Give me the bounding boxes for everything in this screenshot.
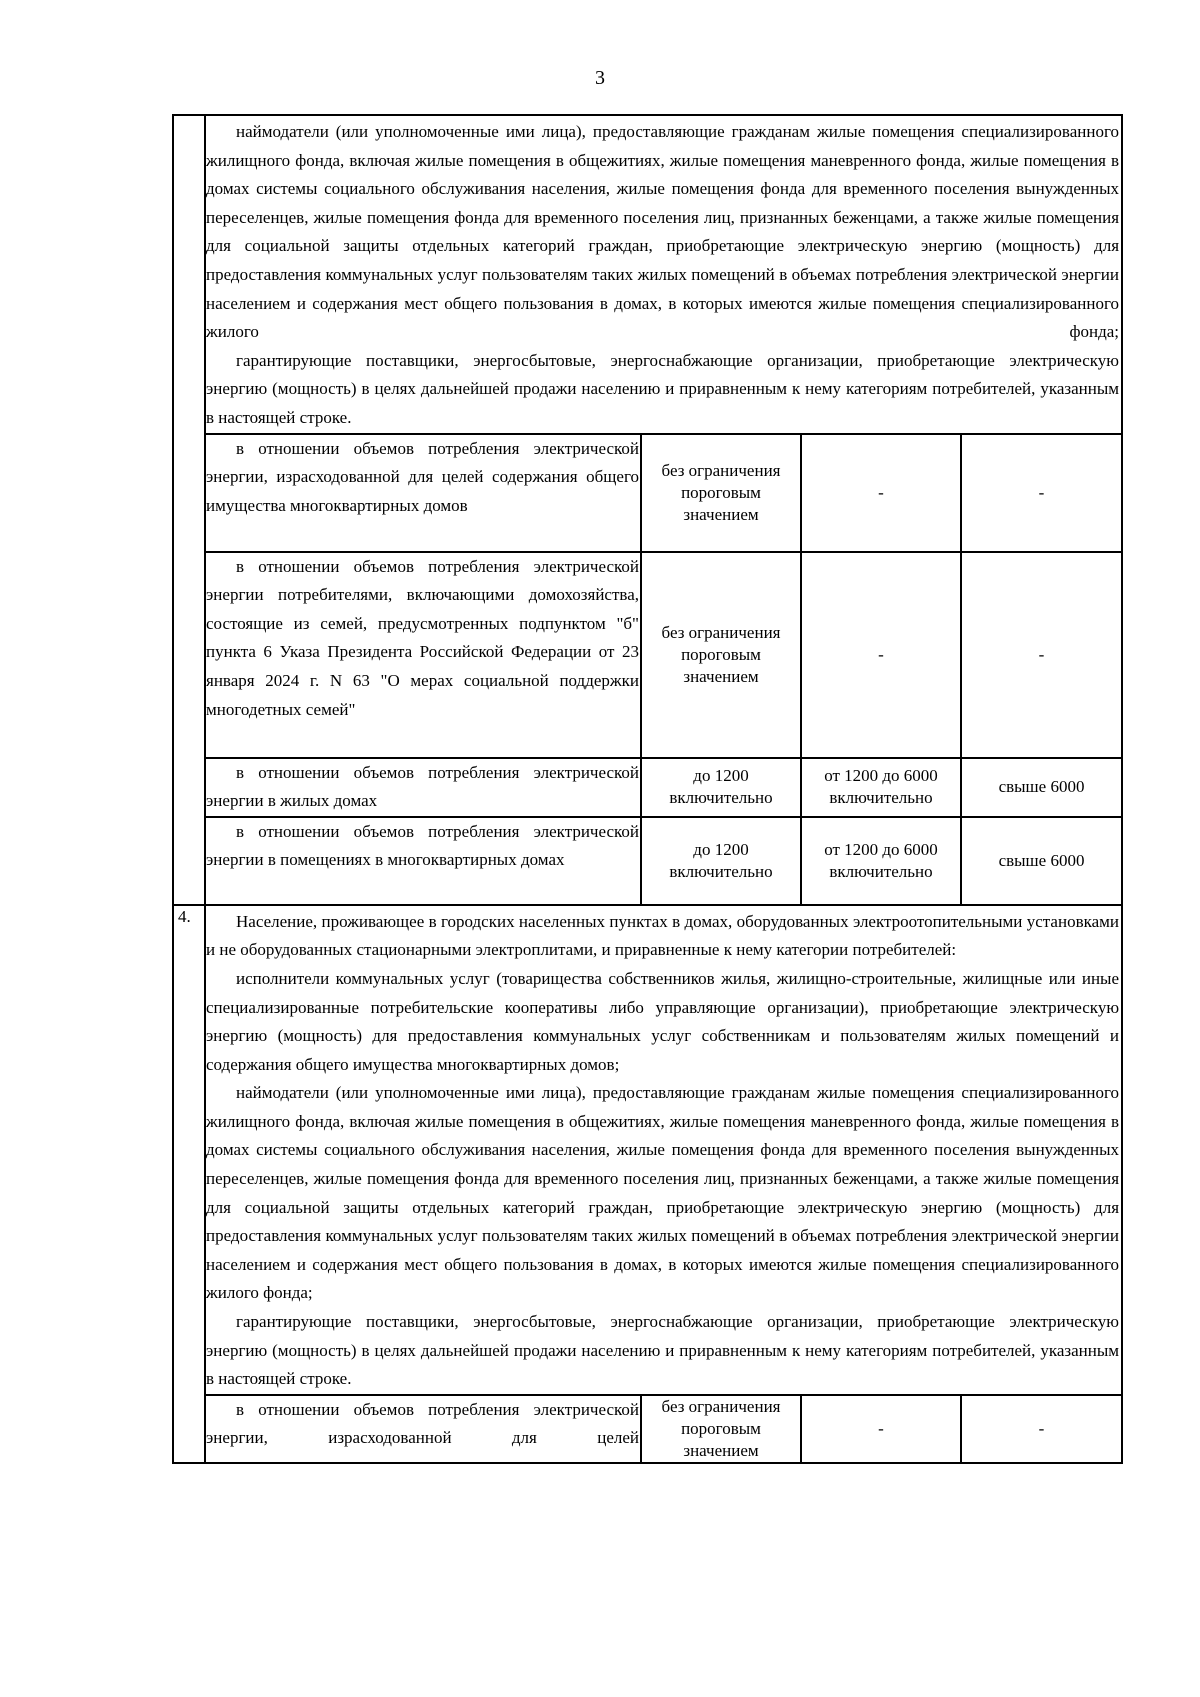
- row-number-cell: [173, 115, 205, 905]
- page-number: 3: [595, 67, 605, 89]
- paragraph: исполнители коммунальных услуг (товарищества собственников жилья, жилищно-строительные, жилищные или иные специализированные потребительские кооперативы либо управляющие организации), приобретающие электрическую энергию (мощность) для предоставления коммунальных услуг собственникам и пользователям жилых помещений и содержания общего имущества многоквартирных домов;: [206, 968, 1120, 1074]
- paragraph: наймодатели (или уполномоченные ими лица), предоставляющие гражданам жилые помещения специализированного жилищного фонда, включая жилые помещения в общежитиях, жилые помещения маневренного фонда, жилые помещения в домах системы социального обслуживания населения, жилые помещения фонда для временного поселения вынужденных переселенцев, жилые помещения фонда для временного поселения лиц, признанных беженцами, а также жилые помещения для социальной защиты отдельных категорий граждан, приобретающие электрическую энергию (мощность) для предоставления коммунальных услуг пользователям таких жилых помещений в объемах потребления электрической энергии населением и содержания мест общего пользования в домах, в которых имеются жилые помещения специализированного жилого фонда;: [206, 122, 1120, 342]
- paragraph: гарантирующие поставщики, энергосбытовые, энергоснабжающие организации, приобретающие электрическую энергию (мощность) в целях дальнейшей продажи населению и приравненным к нему категориям потребителей, указанным в настоящей строке.: [206, 1312, 1120, 1389]
- volume-description-cell: [205, 1395, 641, 1463]
- range-3-cell: -: [961, 552, 1122, 758]
- table-row: [173, 905, 1122, 1395]
- volume-description-cell: [205, 434, 641, 552]
- paragraph: гарантирующие поставщики, энергосбытовые, энергоснабжающие организации, приобретающие электрическую энергию (мощность) в целях дальнейшей продажи населению и приравненным к нему категориям потребителей, указанным в настоящей строке.: [206, 350, 1120, 427]
- table-row: [173, 434, 1122, 552]
- paragraph: наймодатели (или уполномоченные ими лица), предоставляющие гражданам жилые помещения специализированного жилищного фонда, включая жилые помещения в общежитиях, жилые помещения маневренного фонда, жилые помещения в домах системы социального обслуживания населения, жилые помещения фонда для временного поселения вынужденных переселенцев, жилые помещения фонда для временного поселения лиц, признанных беженцами, а также жилые помещения для социальной защиты отдельных категорий граждан, приобретающие электрическую энергию (мощность) для предоставления коммунальных услуг пользователям таких жилых помещений в объемах потребления электрической энергии населением и содержания мест общего пользования в домах, в которых имеются жилые помещения специализированного жилого фонда;: [206, 1083, 1120, 1303]
- cell-text: в отношении объемов потребления электрической энергии, израсходованной для целей содержания общего имущества многоквартирных домов: [206, 438, 639, 515]
- range-2-cell: -: [801, 552, 961, 758]
- range-3-cell: свыше 6000: [961, 817, 1122, 905]
- consumer-category-block: [205, 905, 1122, 1395]
- consumer-category-block: [205, 115, 1122, 434]
- range-3-cell: -: [961, 1395, 1122, 1463]
- table-row: [173, 552, 1122, 758]
- range-3-cell: -: [961, 434, 1122, 552]
- range-2-cell: от 1200 до 6000 включительно: [801, 817, 961, 905]
- tariff-table: [172, 114, 1123, 1464]
- row-number-cell: 4.: [173, 905, 205, 1463]
- range-1-cell: без ограничения пороговым значением: [641, 1395, 801, 1463]
- cell-text: в отношении объемов потребления электрической энергии, израсходованной для целей: [206, 1399, 639, 1448]
- cell-text: в отношении объемов потребления электрической энергии в жилых домах: [206, 762, 639, 811]
- table-row: [173, 1395, 1122, 1463]
- table-row: [173, 115, 1122, 434]
- range-1-cell: до 1200 включительно: [641, 817, 801, 905]
- table-row: [173, 758, 1122, 817]
- volume-description-cell: [205, 758, 641, 817]
- range-2-cell: от 1200 до 6000 включительно: [801, 758, 961, 817]
- volume-description-cell: [205, 552, 641, 758]
- cell-text: в отношении объемов потребления электрической энергии потребителями, включающими домохозяйства, состоящие из семей, предусмотренных подпунктом "б" пункта 6 Указа Президента Российской Федерации от 23 января 2024 г. N 63 "О мерах социальной поддержки многодетных семей": [206, 556, 639, 719]
- cell-text: в отношении объемов потребления электрической энергии в помещениях в многоквартирных домах: [206, 821, 639, 870]
- range-2-cell: -: [801, 434, 961, 552]
- range-3-cell: свыше 6000: [961, 758, 1122, 817]
- range-1-cell: до 1200 включительно: [641, 758, 801, 817]
- paragraph: Население, проживающее в городских населенных пунктах в домах, оборудованных электроотопительными установками и не оборудованных стационарными электроплитами, и приравненные к нему категории потребителей:: [206, 911, 1120, 960]
- volume-description-cell: [205, 817, 641, 905]
- range-2-cell: -: [801, 1395, 961, 1463]
- range-1-cell: без ограничения пороговым значением: [641, 552, 801, 758]
- range-1-cell: без ограничения пороговым значением: [641, 434, 801, 552]
- table-row: [173, 817, 1122, 905]
